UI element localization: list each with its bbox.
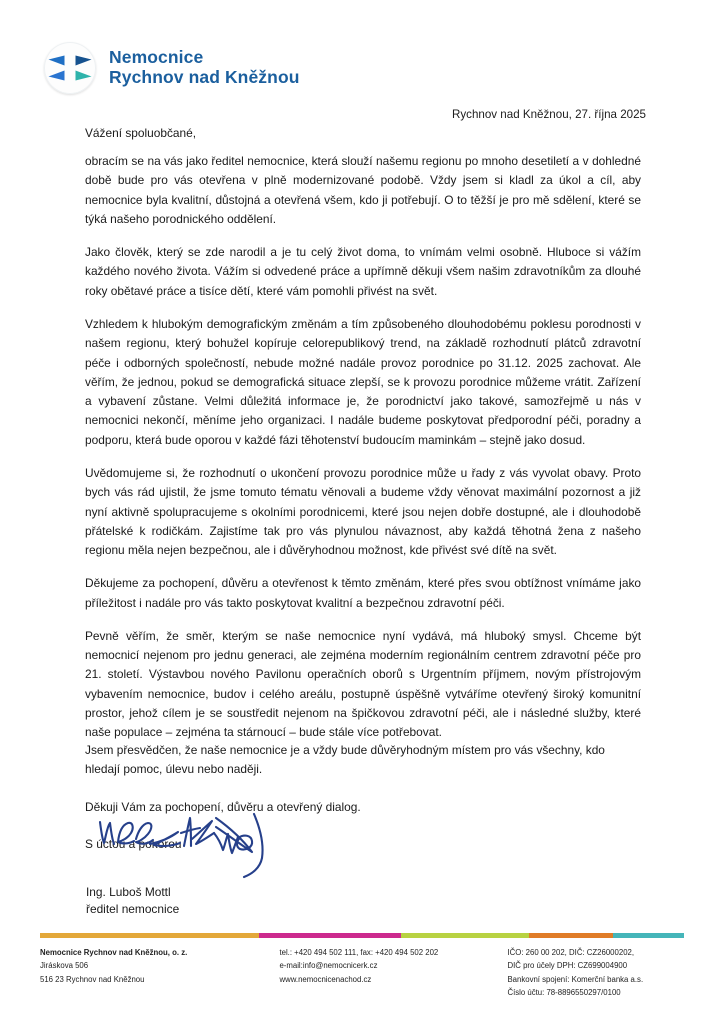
footer-city: 516 23 Rychnov nad Kněžnou bbox=[40, 974, 145, 984]
rule-segment-5 bbox=[613, 933, 684, 938]
closing-salutation: S úctou a pokorou bbox=[85, 836, 182, 851]
letter-paragraph: Děkujeme za pochopení, důvěru a otevřenost k těmto změnám, které přes svou obtížnost vnímáme jako příležitost i nadále pro vás takto poskytovat kvalitní a bezpečnou zdravotní péči. bbox=[85, 576, 641, 610]
rule-segment-1 bbox=[40, 933, 259, 938]
rule-segment-3 bbox=[401, 933, 530, 938]
footer-ico: IČO: 260 00 202, DIČ: CZ26000202, bbox=[507, 948, 635, 957]
brand-line-2: Rychnov nad Kněžnou bbox=[109, 67, 300, 87]
footer bbox=[40, 946, 688, 1000]
signer-name: Ing. Luboš Mottl bbox=[86, 885, 171, 899]
signer-title: ředitel nemocnice bbox=[86, 901, 180, 916]
date-line: Rychnov nad Kněžnou, 27. října 2025 bbox=[451, 108, 646, 121]
brand-line-1: Nemocnice bbox=[109, 47, 204, 68]
letter-paragraph: Jako člověk, který se zde narodil a je tu celý život doma, to vnímám velmi osobně. Hluboce si vážím každého nového života. Vážím si odvedené práce a upřímně děkuji všem našim zdravotníkům za dlouhé roky obětavé práce a tisíce dětí, které vám pomohli přivést na svět. bbox=[85, 245, 641, 298]
letter-paragraph: Pevně věřím, že směr, kterým se naše nemocnice nyní vydává, má hluboký smysl. Chceme být nemocnicí nejenom pro jednu generaci, ale zejména moderním regionálním centrem zdravotní péče pro 21. století. Výstavbou nového Pavilonu operačních oborů s Urgentním příjmem, novým přístrojovým vybavením nemocnice, budov i celého areálu, postupně úspěšně vytváříme otevřený široký komunitní prostor, jehož cílem je se soustředit nejenom na špičkovou zdravotní péči, ale i následné služby, které naše populace – zejména ta stárnoucí – bude stále více potřebovat. bbox=[85, 628, 641, 740]
footer-dic-dph: DIČ pro účely DPH: CZ699004900 bbox=[507, 961, 628, 971]
closing-paragraph: Jsem přesvědčen, že naše nemocnice je a vždy bude důvěryhodným místem pro vás všechny, kdo hledají pomoc, úlevu nebo naději. bbox=[85, 743, 605, 777]
footer-org-name: Nemocnice Rychnov nad Kněžnou, o. z. bbox=[40, 948, 188, 957]
handwritten-signature bbox=[88, 812, 388, 882]
salutation: Vážení spoluobčané, bbox=[85, 126, 197, 140]
footer-bank: Bankovní spojení: Komerční banka a.s. bbox=[507, 974, 644, 984]
signer-block bbox=[86, 884, 179, 918]
rule-segment-4 bbox=[529, 933, 613, 938]
hospital-cross-circle-logo bbox=[44, 42, 96, 94]
footer-account: Číslo účtu: 78-8896550297/0100 bbox=[507, 988, 621, 998]
brand-name bbox=[109, 48, 300, 88]
letterhead bbox=[44, 42, 300, 94]
letter-paragraph: obracím se na vás jako ředitel nemocnice, která slouží našemu regionu po mnoho desetiletí a v dohledné době bude pro vás otevřena v plně modernizované podobě. Vždy jsem si kladl za úkol a cíl, aby nemocnice byla kvalitní, důstojná a otevřená všem, kdo ji potřebují. O to těžší je pro mě sdělení, které se týká našeho porodnického oddělení. bbox=[85, 154, 641, 226]
footer-color-rule bbox=[40, 933, 684, 938]
footer-street: Jiráskova 506 bbox=[40, 961, 89, 971]
letter-paragraph: Uvědomujeme si, že rozhodnutí o ukončení provozu porodnice může u řady z vás vyvolat obavy. Proto bych vás rád ujistil, že jsme tomuto tématu věnovali a budeme vždy věnovat maximální pozornost a již nyní aktivně spolupracujeme s okolními porodnicemi, které jsou nejen dobře dostupné, ale i dlouhodobě přátelské k rodičkám. Zajistíme tak pro vás plynulou návaznost, aby každá těhotná žena z našeho regionu měla nejen bezpečnou, ale i důvěryhodnou možnost, kde přivést své dítě na svět. bbox=[85, 465, 641, 558]
rule-segment-2 bbox=[259, 933, 401, 938]
footer-website[interactable]: www.nemocnicenachod.cz bbox=[279, 974, 372, 984]
footer-address-column bbox=[40, 946, 279, 1000]
letter-body bbox=[85, 152, 641, 743]
footer-email[interactable]: e-mail:info@nemocnicerk.cz bbox=[279, 961, 378, 971]
footer-phone: tel.: +420 494 502 111, fax: +420 494 502 202 bbox=[279, 948, 439, 957]
footer-contact-column bbox=[279, 946, 507, 1000]
letter-paragraph: Vzhledem k hlubokým demografickým změnám a tím způsobeného dlouhodobému poklesu porodnosti v našem regionu, který bohužel kopíruje celorepublikový trend, na základě rozhodnutí plátců zdravotní péče i odborných společností, nebude možné nadále provoz porodnice po 31.12. 2025 zachovat. Ale věřím, že jednou, pokud se demografická situace zlepší, se k provozu porodnice můžeme vrátit. Zařízení a vybavení zůstane. Velmi důležitá informace je, že porodnictví jako takové, samozřejmě u nás v nemocnici nekončí, měníme jeho organizaci. I nadále budeme poskytovat předporodní péči, poradny a podporu, která bude oporou v každé fázi těhotenství budoucím maminkám – stejně jako dosud. bbox=[85, 316, 641, 447]
closing-paragraph: Děkuji Vám za pochopení, důvěru a otevřený dialog. bbox=[85, 799, 361, 814]
footer-legal-column bbox=[507, 946, 688, 1000]
